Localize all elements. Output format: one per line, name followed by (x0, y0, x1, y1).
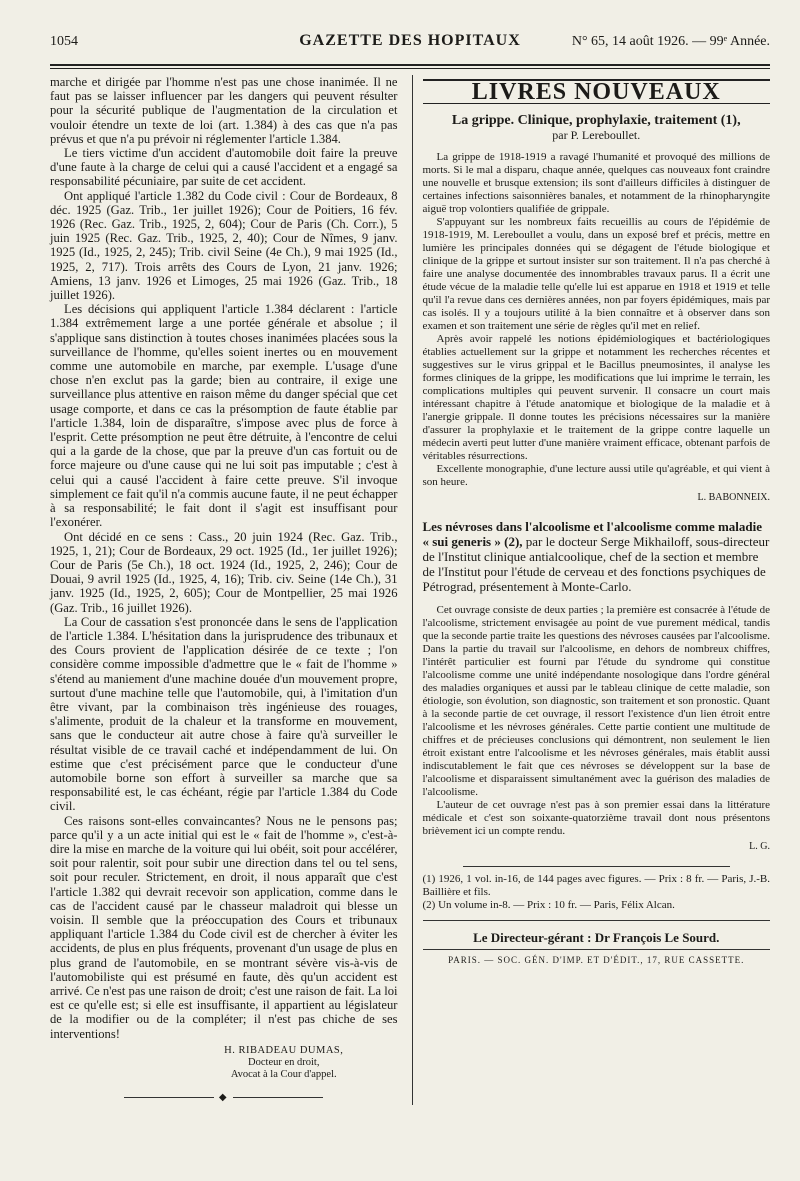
review-title: La grippe. Clinique, prophylaxie, traitement (1), (451, 113, 741, 129)
journal-title: GAZETTE DES HOPITAUX (299, 32, 521, 49)
review-author: par P. Lereboullet. (552, 128, 641, 143)
right-column (412, 75, 771, 1105)
paragraph: Les décisions qui appliquent l'article 1.384 déclarent : l'article 1.384 extrêmement large a une portée générale et absolue ; il s'applique sans distinction à toutes choses inanimées placées sous la surveillance de l'homme, qu'elles soient inertes ou en mouvement comme une automobile en marche, par exemple. L'usage d'une chose n'en exclut pas la garde; bien au contraire, il exige une surveillance plus attentive en raison même du danger spécial que cet usage comporte, et dans ce cas la présomption de faute établie par l'article 1.384, loin de disparaître, s'impose avec plus de force à l'esprit. Cette présomption ne peut être détruite, à l'encontre de celui qui a la garde de la chose, que par la preuve d'un cas fortuit ou de force majeure ou d'une cause qui ne lui soit pas imputable ; c'est à celui qui a causé l'accident à faire cette preuve. S'il invoque simplement ce fait qu'il n'a commis aucune faute, il ne peut échapper à sa responsabilité; le fait dont il s'agit est insuffisant pour l'exonérer. (50, 302, 398, 530)
review-heading (423, 519, 771, 594)
columns (50, 75, 770, 1105)
page-number: 1054 (50, 34, 78, 49)
author-signature (170, 1045, 398, 1081)
paragraph: Cet ouvrage consiste de deux parties ; la première est consacrée à l'étude de l'alcoolisme, strictement envisagée au point de vue purement médical, tandis que la seconde partie traite les questions des névroses causées par l'alcoolisme. Dans la partie du travail sur l'alcoolisme, en dehors de nombreux chiffres, l'intérêt particulier est fourni par l'étude du syndrome qui constitue l'alcoolisme comme une unité indépendante nosologique dans l'ordre général des maladies organiques et aussi par le tableau clinique de cette maladie, son étiologie, son évolution, son diagnostic, son traitement et son pronostic. Quant à la seconde partie de cet ouvrage, il ressort l'existence d'un lien étroit entre l'alcoolisme et les névroses générales. Cette partie contient une multitude de chiffres et de précieuses conclusions qui démontrent, non seulement le lien étroit existant entre l'alcoolisme et les névroses générales, mais établit aussi indiscutablement le fait que ces névroses se développent sur la base de l'alcoolisme et disparaissent simultanément avec la guérison des maladies de l'alcoolisme. (422, 603, 770, 798)
footnote: (1) 1926, 1 vol. in-16, de 144 pages avec figures. — Prix : 8 fr. — Paris, J.-B. Baillière et fils. (422, 873, 770, 899)
printer-line: PARIS. — SOC. GÉN. D'IMP. ET D'ÉDIT., 17, RUE CASSETTE. (423, 949, 771, 967)
page-header (50, 30, 770, 58)
paragraph: Après avoir rappelé les notions épidémiologiques et bactériologiques établies actuellement sur la grippe et notamment les recherches récentes et suggestives sur le virus grippal et le Bacillus pneumosintes, il analyse les formes cliniques de la grippe, les modifications que lui imprime le terrain, les complications multiples qui peuvent survenir. Il consacre un court mais intéressant chapitre à l'étude anatomique et biologique de la maladie et à l'anergie grippale. Il donne toutes les précisions nécessaires sur la manière d'assurer la prophylaxie et le traitement de la grippe contre laquelle un médecin averti peut lutter d'une manière vraiment efficace, obtenant parfois de véritables résurrections. (422, 332, 770, 462)
paragraph: S'appuyant sur les nombreux faits recueillis au cours de l'épidémie de 1918-1919, M. Lereboullet a voulu, dans un exposé bref et précis, mettre en lumière les principales données qui se dégagent de l'étude biologique et clinique de la grippe et surtout insister sur son traitement. Il n'a pas cherché à faire une analyse documentée des innombrables travaux parus. Il a écrit une étude vécue de la maladie telle qu'elle lui est apparue en 1918 et 1919 et telle qu'il l'a revue dans ces dernières années, non par foyers épidémiques, mais par cas isolés. Il y a toujours utilité à la bien connaître et à observer dans son examen et son traitement une série de règles qu'il met en relief. (422, 215, 770, 332)
header-rule (50, 64, 770, 66)
review-author-info: par le docteur Serge Mikhailoff, sous-directeur de l'Institut clinique antialcoolique, chef de la section et membre de l'Institut pour l'étude de cerveau et des fonctions psychiques de Pétrograd, présentement à Monte-Carlo. (422, 533, 770, 594)
paragraph: Excellente monographie, d'une lecture aussi utile qu'agréable, et qui vient à son heure. (422, 462, 770, 488)
author-affiliation: Avocat à la Cour d'appel. (230, 1068, 337, 1080)
paragraph: La grippe de 1918-1919 a ravagé l'humanité et provoqué des millions de morts. Si le mal a disparu, chaque année, quelques cas nouveaux font craindre une nouvelle et brusque extension; ils sont d'ailleurs difficiles à distinguer de certaines infections saisonnières banales, et notamment de la rhinopharyngite aiguë trop volontiers qualifiée de grippale. (422, 150, 770, 215)
divider (423, 920, 771, 921)
paragraph: marche et dirigée par l'homme n'est pas une chose inanimée. Il ne faut pas se laisser influencer par les dangers qui peuvent résulter pour la sécurité publique de l'augmentation de la circulation et vouloir étendre un texte de loi (art. 1.384) à des cas que n'a pas prévus et que n'a pu prévoir ni réglementer l'article 1.384. (50, 75, 398, 146)
paragraph: Le tiers victime d'un accident d'automobile doit faire la preuve d'une faute à la charge de celui qui a causé l'accident et a engagé sa responsabilité pécuniaire, par suite de cet accident. (50, 146, 398, 189)
issue-info: N° 65, 14 août 1926. — 99ᵉ Année. (571, 34, 770, 49)
paragraph: L'auteur de cet ouvrage n'est pas à son premier essai dans la littérature médicale et c'est son soixante-quatorzième travail dont nous présentons brièvement ici un compte rendu. (422, 798, 770, 837)
footnote: (2) Un volume in-8. — Prix : 10 fr. — Paris, Félix Alcan. (422, 899, 675, 912)
header-rule-thin (50, 68, 770, 69)
paragraph: Ont appliqué l'article 1.382 du Code civil : Cour de Bordeaux, 8 déc. 1925 (Gaz. Trib., 1er juillet 1926); Cour de Poitiers, 16 fév. 1926 (Rec. Gaz. Trib., 1925, 2, 604); Cour de Paris (Ch. Corr.), 5 juin 1925 (Rec. Gaz. Trib., 1925, 2, 40); Cour de Nîmes, 9 janv. 1925 (Id., 1925, 2, 245); Trib. civil Seine (4e Ch.), 9 mai 1925 (Id., 1925, 2, 717). Trois arrêts des Cours de Lyon, 21 janv. 1926; Amiens, 13 janv. 1926 et Limoges, 25 mai 1926 (Gaz. Trib., 18 juillet 1926). (50, 188, 398, 303)
paragraph: La Cour de cassation s'est prononcée dans le sens de l'application de l'article 1.384. L'hésitation dans la jurisprudence des tribunaux et des Cours provient de l'application désirée de ce texte ; l'on considère comme impossible d'admettre que le « fait de l'homme » s'étend au maniement d'une machine douée d'un mouvement propre, surtout d'une machine telle que l'automobile, qui, à l'imitation d'un être vivant, par la combinaison très ingénieuse des rouages, s'alimente, produit de la chaleur et la transforme en mouvement, sans que le conducteur ait autre chose à faire qu'à surveiller le résultat visible de ce travail caché et indépendamment de lui. On estime que c'est précisément parce que le conducteur d'une automobile borne son effort à surveiller sa marche que sa responsabilité est, le cas échéant, régie par l'article 1.384 du Code civil. (50, 614, 398, 814)
section-banner (423, 79, 771, 104)
review-signature: L. BABONNEIX. (697, 491, 770, 503)
section-title: LIVRES NOUVEAUX (471, 79, 721, 105)
author-title: Docteur en droit, (248, 1056, 320, 1068)
footnote-divider (463, 866, 731, 867)
review-title: Les névroses dans l'alcoolisme et l'alcoolisme comme maladie « sui generis » (2), (422, 518, 763, 549)
paragraph: Ces raisons sont-elles convaincantes? Nous ne le pensons pas; parce qu'il y a un acte initial qui est le « fait de l'homme », c'est-à-dire la mise en marche de la voiture qui lui obéit, soit pour accélérer, soit pour ralentir, soit pour subir une direction dans tel ou tel sens, soit pour reculer. Strictement, en droit, il nous apparaît que c'est l'article 1.382 qui devrait recevoir son application, comme dans le cas de l'accident causé par le chasseur maladroit qui blesse un voisin. Il semble que la préoccupation des Cours et tribunaux appliquant l'article 1.384 du Code civil est de chercher à éviter les accidents, de plus en plus fréquents, provenant d'un usage de plus en plus grand de l'automobile, en se montrant sévère vis-à-vis de l'automobiliste qui est présumé en faute, dès qu'un accident est arrivé. Ce n'est pas une raison de droit; c'est une raison de fait. La loi est ce qu'elle est; si elle est insuffisante, il appartient au législateur de la modifier ou de la compléter; il n'est pas chiche de ses interventions! (50, 813, 398, 1041)
left-column (50, 75, 398, 1105)
author-name: H. RIBADEAU DUMAS, (224, 1044, 344, 1056)
review-signature: L. G. (749, 840, 770, 852)
ornament-divider: ◆ (50, 1091, 398, 1105)
paragraph: Ont décidé en ce sens : Cass., 20 juin 1924 (Rec. Gaz. Trib., 1925, 1, 21); Cour de Bordeaux, 29 oct. 1925 (Id., 1er juillet 1926); Cour de Paris (5e Ch.), 18 oct. 1924 (Id., 1925, 2, 246); Cour de Douai, 9 avril 1925 (Id., 1925, 4, 16); Trib. civ. Seine (14e Ch.), 31 janv. 1925 (Id., 1925, 2, 605); Cour de Montpellier, 25 mai 1926 (Gaz. Trib., 16 juillet 1926). (50, 529, 398, 615)
director-line: Le Directeur-gérant : Dr François Le Sourd. (473, 930, 720, 946)
